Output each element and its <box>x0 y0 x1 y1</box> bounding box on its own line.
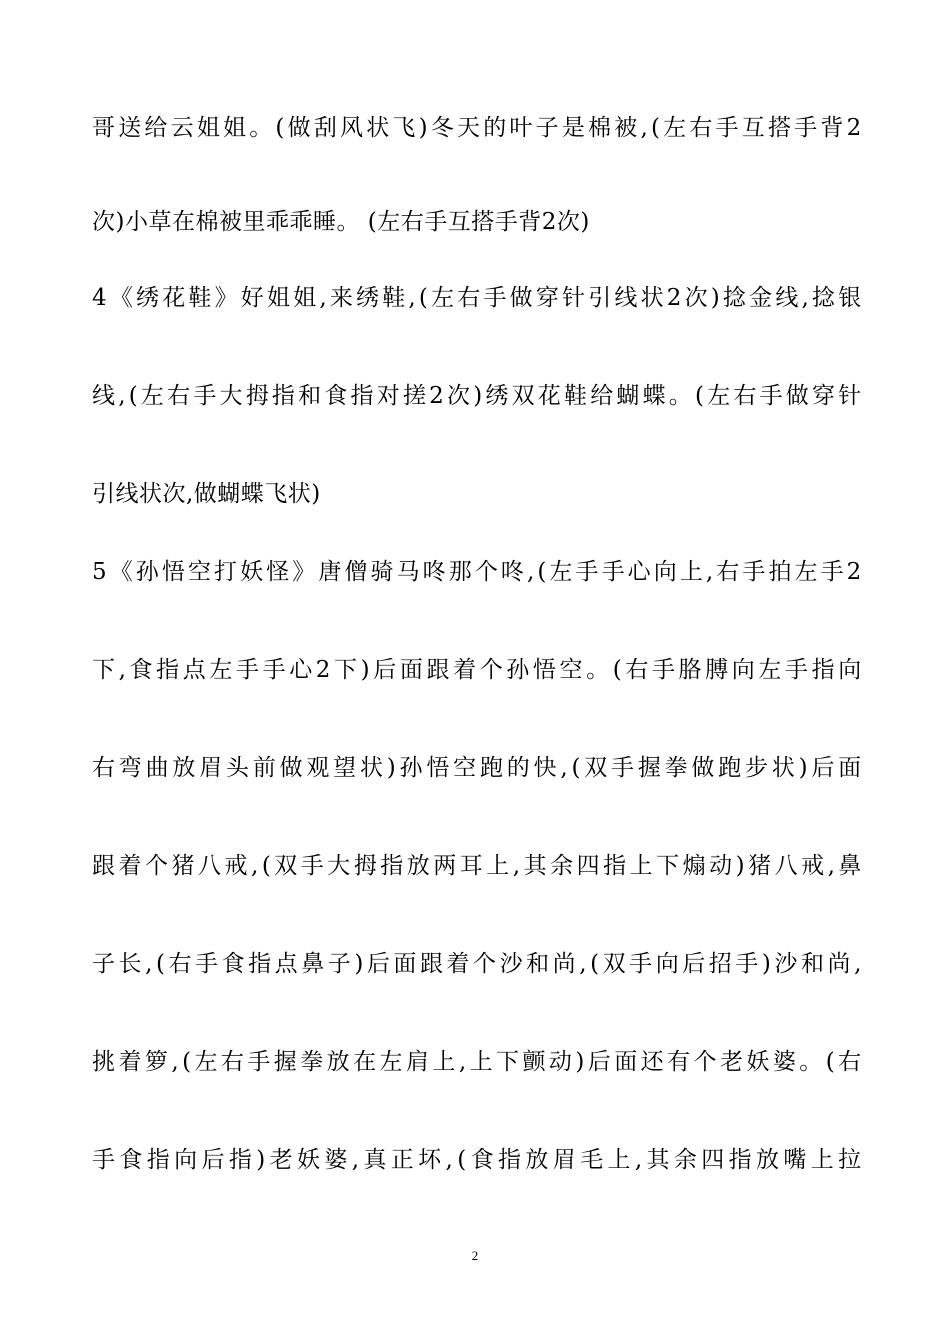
text-line: 跟 着 个 猪 八 戒 , ( 双 手 大 拇 指 放 两 耳 上 , 其 余 四 指 上 下 煽 动 ) 猪 八 戒 , 鼻 <box>92 853 862 879</box>
page-number: 2 <box>471 1248 479 1263</box>
text-line: 右 弯 曲 放 眉 头 前 做 观 望 状 ) 孙 悟 空 跑 的 快 , ( 双 手 握 拳 做 跑 步 状 ) 后 面 <box>92 755 862 781</box>
text-line: 哥 送 给 云 姐 姐 。 ( 做 刮 风 状 飞 ) 冬 天 的 叶 子 是 棉 被 , ( 左 右 手 互 搭 手 背 2 <box>92 115 862 141</box>
text-line: 线 , ( 左 右 手 大 拇 指 和 食 指 对 搓 2 次 ) 绣 双 花 鞋 给 蝴 蝶 。 ( 左 右 手 做 穿 针 <box>92 383 862 409</box>
text-line: 手 食 指 向 后 指 ) 老 妖 婆 , 真 正 坏 , ( 食 指 放 眉 毛 上 , 其 余 四 指 放 嘴 上 拉 <box>92 1147 862 1173</box>
text-line: 次)小草在棉被里乖乖睡。 (左右手互搭手背2次) <box>92 209 590 235</box>
text-line: 下 , 食 指 点 左 手 手 心 2 下 ) 后 面 跟 着 个 孙 悟 空 。 ( 右 手 胳 膊 向 左 手 指 向 <box>92 657 862 683</box>
text-line: 挑 着 箩 , ( 左 右 手 握 拳 放 在 左 肩 上 , 上 下 颤 动 ) 后 面 还 有 个 老 妖 婆 。 ( 右 <box>92 1049 862 1075</box>
text-line: 4 《 绣 花 鞋 》 好 姐 姐 , 来 绣 鞋 , ( 左 右 手 做 穿 针 引 线 状 2 次 ) 捻 金 线 , 捻 银 <box>92 285 862 311</box>
text-line: 子 长 , ( 右 手 食 指 点 鼻 子 ) 后 面 跟 着 个 沙 和 尚 , ( 双 手 向 后 招 手 ) 沙 和 尚 , <box>92 951 862 977</box>
text-line: 引线状次,做蝴蝶飞状) <box>92 481 321 507</box>
text-line: 5 《 孙 悟 空 打 妖 怪 》 唐 僧 骑 马 咚 那 个 咚 , ( 左 手 手 心 向 上 , 右 手 拍 左 手 2 <box>92 559 862 585</box>
